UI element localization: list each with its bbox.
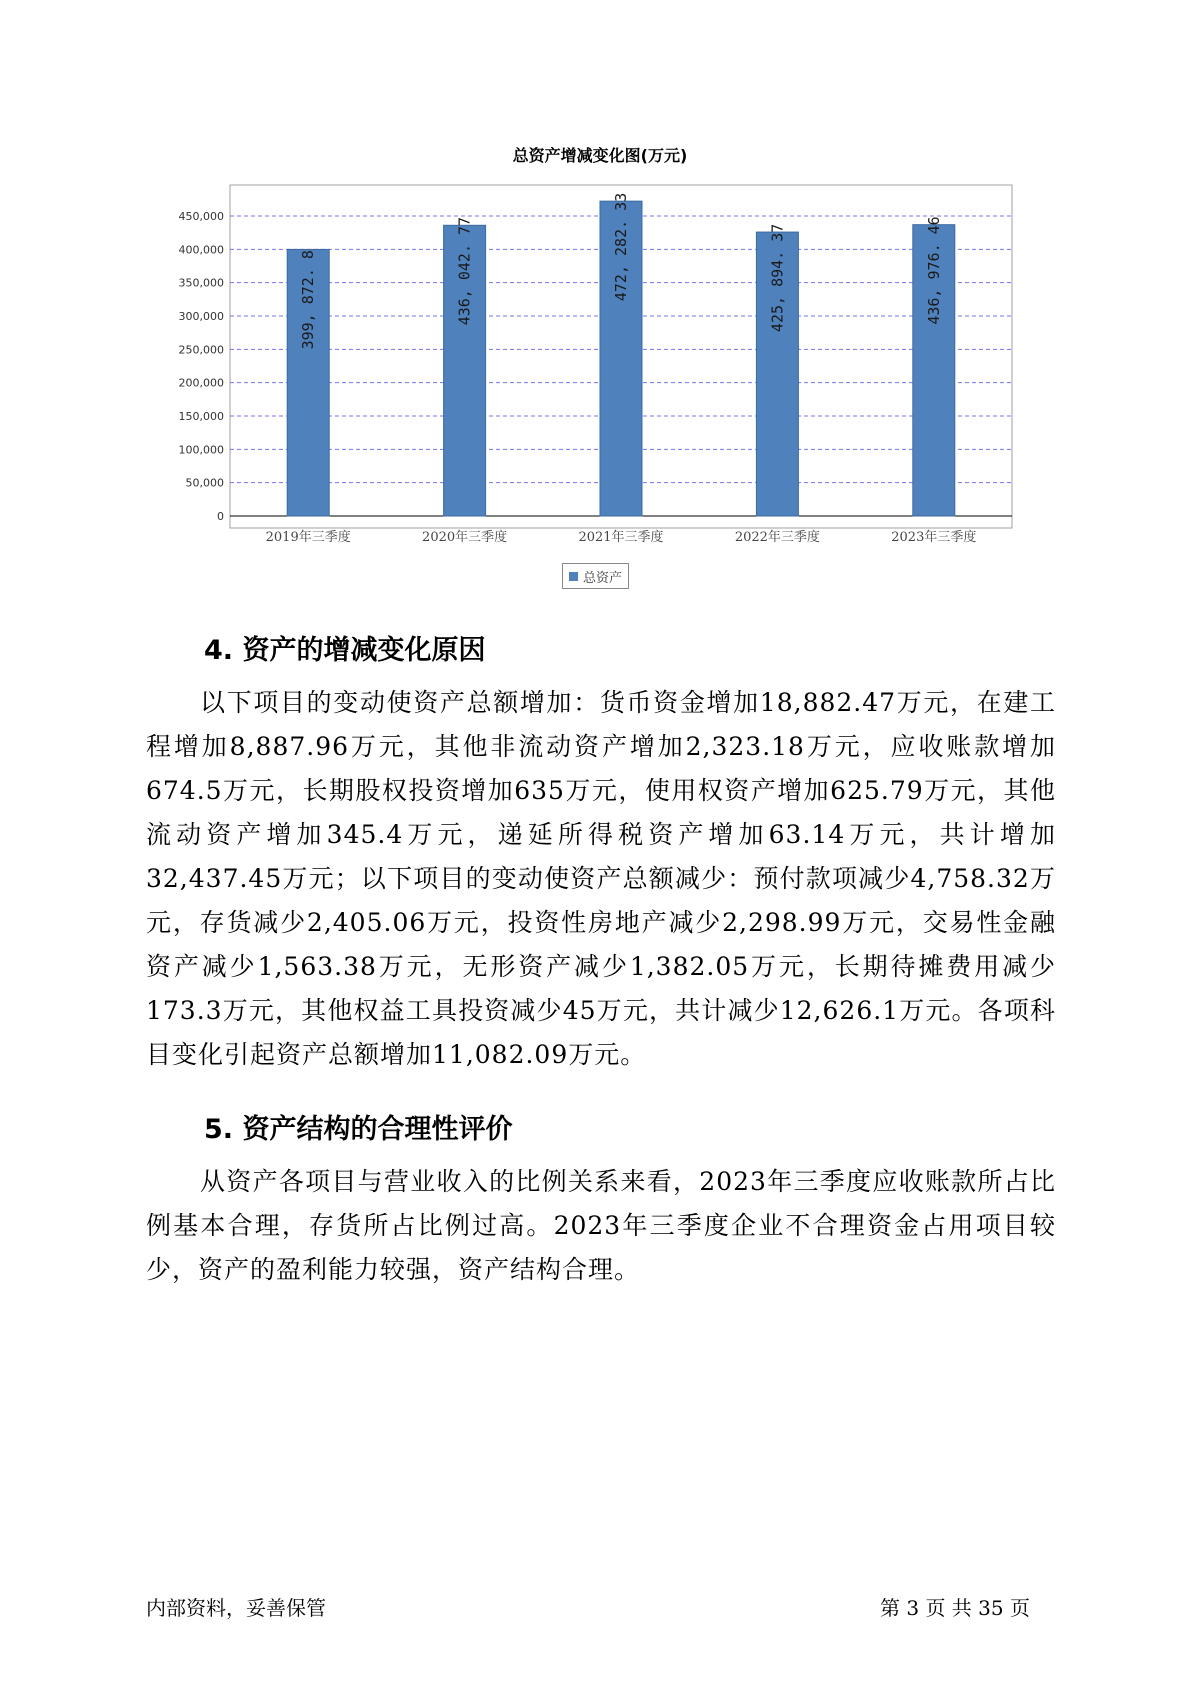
chart-container bbox=[0, 0, 1191, 600]
y-tick-label: 350,000 bbox=[178, 276, 224, 290]
chart-title: 总资产增减变化图(万元) bbox=[512, 146, 688, 165]
section-heading-asset-structure-evaluation: 5. 资产结构的合理性评价 bbox=[204, 1114, 513, 1145]
x-tick-label: 2019年三季度 bbox=[265, 530, 351, 545]
bar-data-label: 399, 872. 8 bbox=[299, 250, 318, 350]
y-tick-label: 250,000 bbox=[178, 343, 224, 357]
chart-legend bbox=[562, 563, 629, 589]
x-tick-label: 2022年三季度 bbox=[734, 530, 820, 545]
y-tick-label: 50,000 bbox=[185, 476, 224, 490]
paragraph-asset-structure-evaluation: 从资产各项目与营业收入的比例关系来看，2023年三季度应收账款所占比例基本合理，存货所占比例过高。2023年三季度企业不合理资金占用项目较少，资产的盈利能力较强，资产结构合理。 bbox=[146, 1167, 1056, 1284]
legend-swatch bbox=[569, 572, 578, 581]
y-tick-label: 200,000 bbox=[178, 376, 224, 390]
footer-confidential-note: 内部资料，妥善保管 bbox=[146, 1596, 326, 1620]
paragraph-asset-change-reasons: 以下项目的变动使资产总额增加：货币资金增加18,882.47万元，在建工程增加8,887.96万元，其他非流动资产增加2,323.18万元，应收账款增加674.5万元，长期股权投资增加635万元，使用权资产增加625.79万元，其他流动资产增加345.4万元，递延所得税资产增加63.14万元，共计增加32,437.45万元；以下项目的变动使资产总额减少：预付款项减少4,758.32万元，存货减少2,405.06万元，投资性房地产减少2,298.99万元，交易性金融资产减少1,563.38万元，无形资产减少1,382.05万元，长期待摊费用减少173.3万元，其他权益工具投资减少45万元，共计减少12,626.1万元。各项科目变化引起资产总额增加11,082.09万元。 bbox=[146, 688, 1056, 1069]
y-tick-label: 450,000 bbox=[178, 210, 224, 223]
y-tick-label: 150,000 bbox=[178, 410, 224, 423]
x-tick-label: 2020年三季度 bbox=[422, 530, 508, 545]
y-tick-label: 300,000 bbox=[178, 310, 224, 323]
bar-data-label: 436, 042. 77 bbox=[455, 216, 474, 326]
footer-page-number: 第 3 页 共 35 页 bbox=[880, 1596, 1030, 1620]
bar-data-label: 472, 282. 33 bbox=[612, 192, 630, 302]
section-heading-asset-change-reasons: 4. 资产的增减变化原因 bbox=[204, 635, 486, 666]
x-tick-label: 2021年三季度 bbox=[578, 530, 664, 545]
y-tick-label: 0 bbox=[217, 510, 224, 523]
bar-data-label: 436, 976. 46 bbox=[924, 216, 943, 325]
legend-label: 总资产 bbox=[583, 570, 623, 586]
y-tick-label: 100,000 bbox=[178, 443, 224, 457]
bar-chart bbox=[0, 0, 1191, 600]
bar-data-label: 425, 894. 37 bbox=[768, 223, 787, 333]
y-tick-label: 400,000 bbox=[178, 243, 224, 257]
x-tick-label: 2023年三季度 bbox=[891, 530, 977, 545]
